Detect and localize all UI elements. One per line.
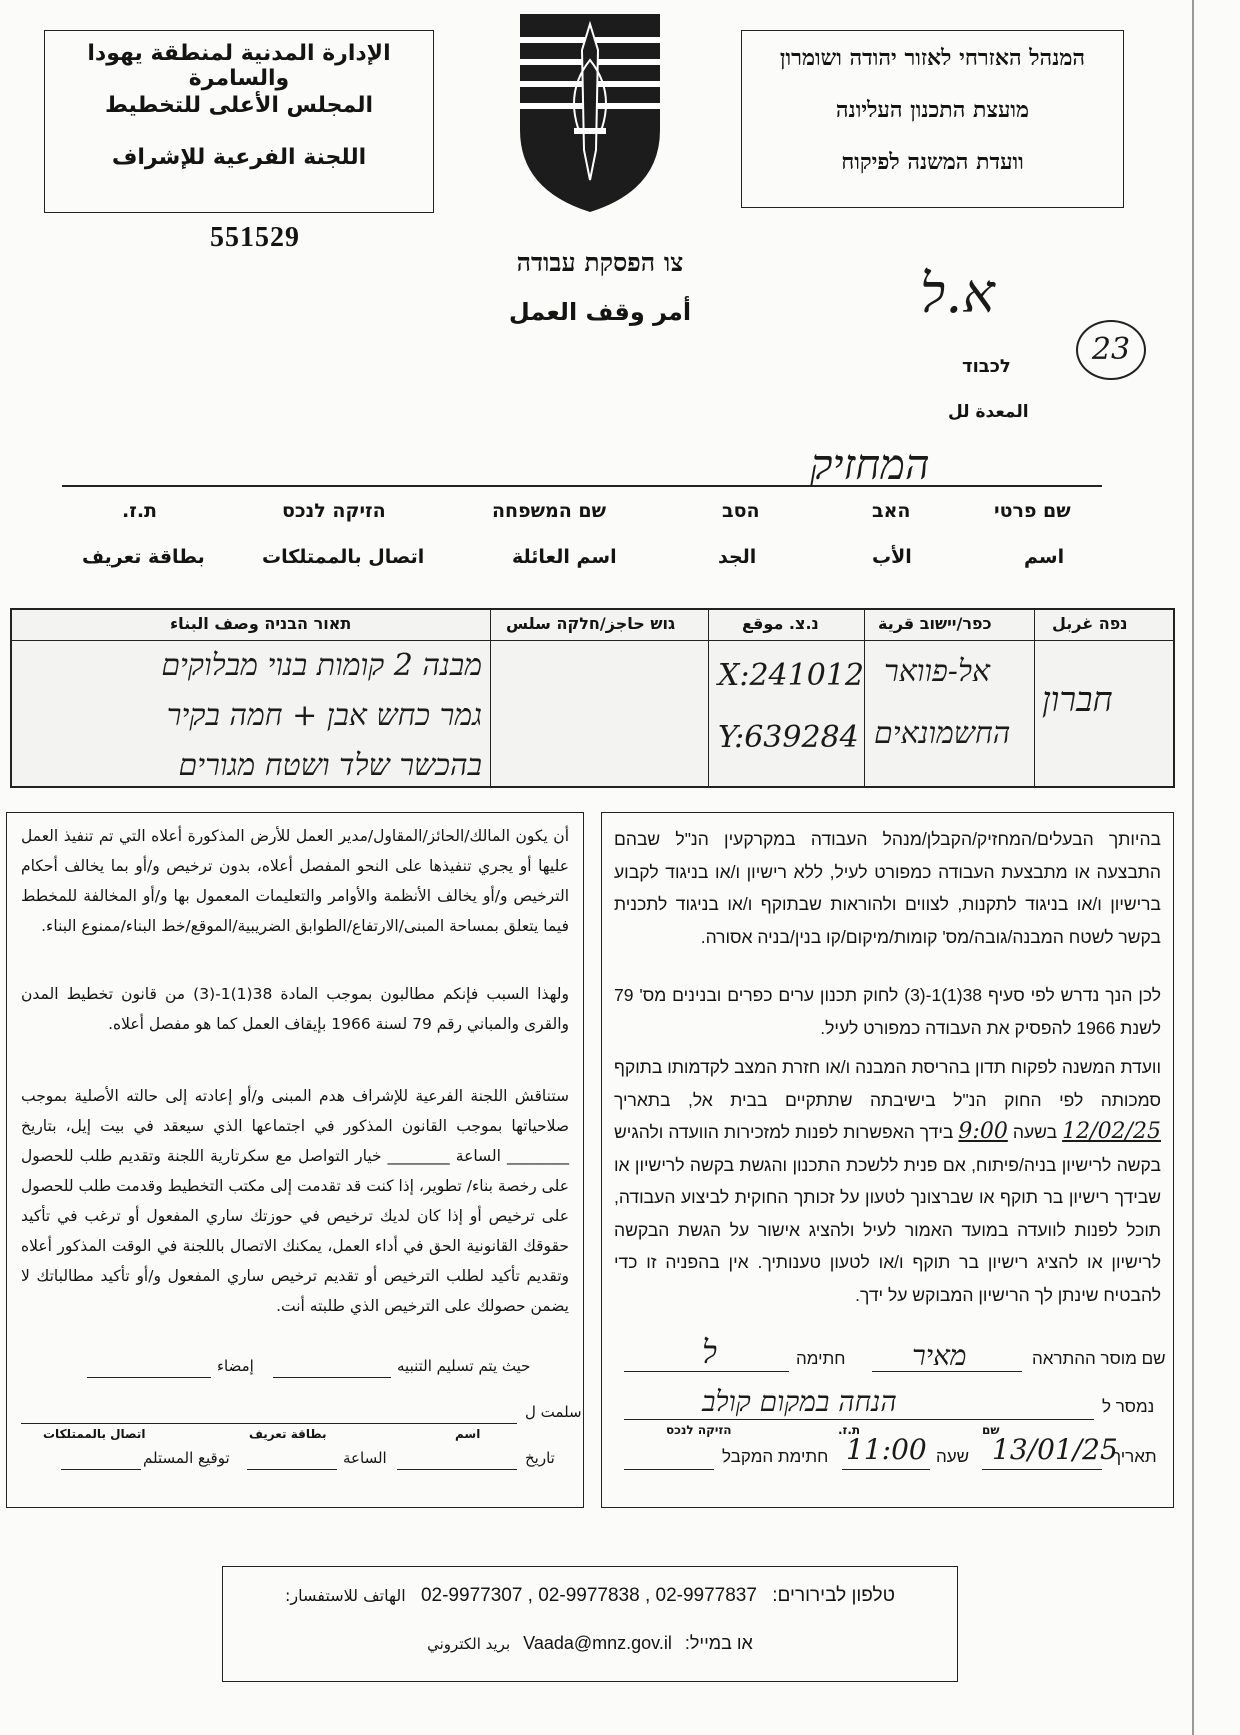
scan-edge [1192,0,1194,1735]
deliverer-name-handwritten: מאיר [912,1339,967,1372]
arabic-notice-box [6,812,584,1508]
footer-id-card-ar: بطاقة تعريف [249,1427,327,1441]
cell-description-line-1: מבנה 2 קומות בנוי מבלוקים [161,648,482,683]
col-id-ar: بطاقة تعريف [82,546,205,568]
arabic-paragraph-1: أن يكون المالك/الحائز/المقاول/مدير العمل للأرض المذكورة أعلاه التي تم تنفيذ العمل عليها أو يجري تنفيذها على النحو المفصل أعلاه، بدون ترخيص و/أو بما يخالف أحكام الترخيص و/أو يخالف الأنظمة والأوامر والتعليمات المعمول بها و/أو المخالفة للمخطط فيما يتعلق بمساحة المبنى/الارتفاع/الطوابق الضريبية/الموقع/خط البناء/ممنوع البناء. [21,827,569,935]
planning-council-he: מועצת התכנון העליונה [835,97,1030,123]
time-label-he: שעה [936,1447,970,1466]
footer-id-he: ת.ז. [838,1423,861,1437]
hebrew-paragraph-3: וועדת המשנה לפקוח תדון בהריסת המבנה ו/או חזרת המצב לקדמותו בתוקף סמכותה לפי החוק הנ"ל בישיבתה שתתקיים בבית אל, בתאריך 12/02/25 בשעה 9:00 בידך האפשרות לפנות למזכירות הוועדה ולהגיש בקשה לרישיון בניה/פיתוח, אם פנית ללשכת התכנון והגשת בקשה לרישיון או שבידך רישיון בר תוקף או שברצונך לטעון על זכותך החוקית לביצוע העבודה, תוכל לפנות לוועדה במועד האמור לעיל ולהציג אישור על הגשת הבקשה לרישיון או להציג רישיון בר תוקף ו/או לטעון טענותיך. אין בהפניה זו כדי להבטיח שינתן לך הרישיון המבוקש על ידך. [614,1057,1161,1305]
col-first-name-ar: اسم [1024,546,1065,568]
cell-village: אל-פוואר [884,654,990,689]
date-label-ar: تاريخ [525,1449,555,1467]
col-family-name-he: שם המשפחה [492,500,607,522]
footer-name-he: שם [982,1423,1000,1437]
cell-y-coord: Y:639284 [718,720,859,755]
deliverer-signature: ל [702,1333,717,1371]
delivered-to-label-ar: سلمت ل [525,1403,582,1421]
planning-council-ar: المجلس الأعلى للتخطيط [104,93,374,118]
arabic-paragraph-3: ستناقش اللجنة الفرعية للإشراف هدم المبنى و/أو إعادته إلى حالته الأصلية بموجب صلاحياتها بموجب القانون المذكور في اجتماعها الذي سيعقد في بيت إيل، بتاريخ ________ الساعة ________ خيار التواصل مع سكرتارية اللجنة وتقديم طلب للحصول على رخصة بناء/ تطوير، إذا كنت قد تقدمت إلى مكتب التخطيط وقدمت طلب للحصول على ترخيص أو إذا كان لديك ترخيص في حوزتك ساري المفعول أو ترغب في تأكيد حقوقك القانونية الحق في أداء العمل، يمكنك الاتصال باللجنة في الوقت المذكور أعلاه وتقديم تأكيد لطلب الترخيص أو تقديم ترخيص ساري المفعول و/أو تأكيد مطالباتك لا يضمن حصولك على الترخيص الذي طلبته أنت. [21,1087,569,1315]
footer-relation-ar: اتصال بالممتلكات [43,1427,146,1441]
col-father-ar: الأب [872,546,912,568]
handwritten-recipient: המחזיק [810,440,930,489]
hebrew-header-box [741,30,1124,208]
col-relation-he: הזיקה לנכס [282,500,386,522]
th-building-description: תאור הבניה وصف البناء [170,614,352,633]
email-address[interactable]: Vaada@mnz.gov.il [523,1633,672,1653]
handwritten-initials: א.ל [920,262,995,325]
hearing-date: 12/02/25 [1062,1119,1161,1144]
hebrew-notice-box [601,812,1174,1508]
col-id-he: ת.ז. [122,500,158,522]
col-father-he: האב [872,500,911,522]
civil-admin-title-ar: الإدارة المدنية لمنطقة يهودا والسامرة [87,41,391,91]
inspection-committee-ar: اللجنة الفرعية للإشراف [111,145,367,170]
phone-numbers: 02-9977307 , 02-9977838 , 02-9977837 [420,1585,757,1606]
delivered-to-handwritten: הנחה במקום קולב [702,1385,897,1418]
footer-name-ar: اسم [455,1427,481,1441]
col-relation-ar: اتصال بالممتلكات [262,546,425,568]
recipient-line [62,485,1102,487]
cell-locality: החשמונאים [874,716,1011,751]
date-label-he: תאריך [1112,1447,1157,1466]
civil-admin-title-he: המנהל האזרחי לאזור יהודה ושומרון [779,45,1086,71]
hearing-time: 9:00 [958,1119,1008,1144]
th-village: כפר/יישוב قرية [878,614,992,633]
idf-emblem-logo [516,10,664,214]
th-block-parcel: גוש حاجز/חלקה سلس [506,614,676,633]
stop-work-order-title-he: צו הפסקת עבודה [516,248,684,277]
th-coordinates: נ.צ. موقع [742,614,819,633]
cell-nafa: חברון [1042,680,1113,720]
hebrew-paragraph-1: בהיותך הבעלים/המחזיק/הקבלן/מנהל העבודה במקרקעין הנ"ל שבהם התבצעה או מתבצעת העבודה כמפורט לעיל, ללא רישיון ו/או בניגוד לקבוע ברישיון ו/או בניגוד לתקנות, לצווים ולהוראות שבתוקף ו/או בניגוד לתכנית בקשר לשטח המבנה/גובה/מס' קומות/מיקום/קו בנין/בניה אסורה. [614,829,1161,947]
delivered-to-label-he: נמסר ל [1102,1397,1155,1416]
arabic-header-box [44,30,434,213]
inspection-committee-he: וועדת המשנה לפיקוח [841,149,1024,175]
to-label-he: לכבוד [962,356,1011,377]
th-nafa: נפה غربل [1052,614,1128,633]
recipient-signature-label-he: חתימת המקבל [722,1447,829,1466]
contact-phone-row [223,1585,957,1607]
cell-description-line-2: גמר כחש אבן + חמה בקיר [166,698,482,733]
footer-relation-he: הזיקה לנכס [666,1423,732,1437]
time-label-ar: الساعة [343,1449,387,1467]
warning-delivery-label-ar: حيث يتم تسليم التنبيه [397,1357,531,1375]
arabic-paragraph-2: ولهذا السبب فإنكم مطالبون بموجب المادة 38(1)1-(3) من قانون تخطيط المدن والقرى والمباني رقم 79 لسنة 1966 بإيقاف العمل كما هو مفصل أعلاه. [21,985,569,1033]
signature-label-ar: إمضاء [217,1357,254,1375]
deliverer-name-label: שם מוסר ההתראה [1032,1349,1166,1368]
serial-number: 551529 [210,222,300,253]
to-label-ar: المعدة لل [948,402,1029,422]
circled-number: 23 [1076,320,1146,380]
cell-description-line-3: בהכשר שלד ושטח מגורים [178,748,482,783]
details-table [10,608,1175,788]
col-family-name-ar: اسم العائلة [512,546,617,568]
email-label-he: או במייל: [684,1633,753,1653]
col-grandfather-he: הסב [722,500,760,522]
recipient-signature-label-ar: توقيع المستلم [143,1449,230,1467]
cell-x-coord: X:241012 [718,658,864,693]
email-label-ar: بريد الكتروني [427,1635,511,1653]
delivery-time: 11:00 [846,1433,927,1466]
delivery-date: 13/01/25 [992,1433,1118,1466]
col-first-name-he: שם פרטי [994,500,1071,522]
col-grandfather-ar: الجد [718,546,757,568]
phone-label-he: טלפון לבירורים: [772,1585,895,1606]
contact-box [222,1566,958,1682]
signature-label-he: חתימה [796,1349,846,1368]
hebrew-paragraph-2: לכן הנך נדרש לפי סעיף 38(1)1-(3) לחוק תכנון ערים כפרים ובנינים מס' 79 לשנת 1966 להפסיק את העבודה כמפורט לעיל. [614,985,1161,1038]
stop-work-order-title-ar: أمر وقف العمل [508,298,692,326]
contact-email-row [223,1633,957,1654]
phone-label-ar: :الهاتف للاستفسار [285,1586,406,1605]
